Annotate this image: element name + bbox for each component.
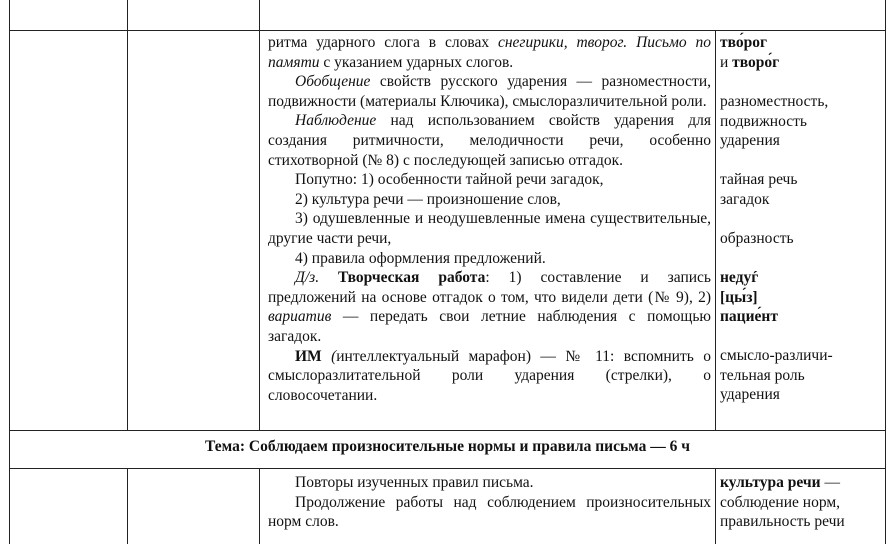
keyword-nedug: недуѓ: [720, 269, 759, 286]
row1-keywords-cell-2: [720, 92, 888, 151]
keyword-tsyz: [цы́з]: [720, 288, 758, 306]
row1-paragraph-4: Попутно: 1) особенности тайной речи загадок,: [295, 171, 604, 189]
text-fragment: ритма ударного слога в словах: [268, 34, 498, 51]
text-fragment: свойств русского ударения — разноместности, подвижности (материалы Ключика), смыслоразличительной роли.: [268, 73, 711, 110]
row1-keywords-cell: [720, 33, 888, 72]
text-italic: Наблюдение: [295, 112, 377, 130]
text-fragment: с указанием ударных слогов.: [319, 53, 514, 71]
keyword-line: тайная речь: [720, 171, 798, 188]
row3-paragraph-2: Продолжение работы над соблюдением произносительных норм слов.: [268, 493, 711, 531]
text-fragment: интеллектуальный марафон) — № 11: вспомнить о смыслоразлитательной роли ударения (стрелки), о словосочетании.: [268, 347, 711, 404]
text-fragment: —: [820, 474, 840, 491]
column-divider-1-lower: [127, 468, 128, 544]
keyword-line: разноместность,: [720, 93, 829, 110]
text-fragment: и: [720, 53, 733, 71]
row1-keywords-cell-6: [720, 346, 888, 405]
row3-paragraph-1: Повторы изученных правил письма.: [295, 474, 534, 491]
table-left-border: [9, 0, 10, 544]
column-divider-3: [715, 30, 716, 430]
row-divider-topic-top: [9, 430, 886, 431]
text-fragment: над использованием свойств ударения для создания ритмичности, мелодичности речи, особенно стихотворной (№ 8) с последующей записью отгадок.: [268, 112, 711, 169]
keyword-patsient: пацие́нт: [720, 308, 778, 326]
row1-paragraph-5: 2) культура речи — произношение слов,: [295, 190, 561, 208]
keyword-line: ударения: [720, 132, 780, 150]
row1-paragraph-7: 4) правила оформления предложений.: [295, 249, 546, 267]
text-fragment: — передать свои летние наблюдения с помощью загадок.: [268, 308, 711, 345]
text-bold: Творческая работа: [319, 269, 486, 287]
text-bold: ИМ: [295, 347, 322, 365]
column-divider-2: [259, 0, 260, 430]
text-italic: снегирики, творог. Письмо: [497, 34, 687, 51]
row1-paragraph-1: [268, 33, 711, 72]
row1-keywords-cell-5: [720, 268, 888, 327]
row3-main-cell: [268, 473, 711, 532]
column-divider-3-lower: [715, 468, 716, 544]
keyword-line: подвижность: [720, 112, 807, 130]
text-italic: по памяти: [268, 34, 711, 71]
keyword-line: образность: [720, 230, 794, 247]
keyword-line: смысло-различи-: [720, 347, 833, 364]
row1-keywords-cell-3: [720, 170, 888, 209]
row1-paragraph-6: 3) одушевленные и неодушевленные имена существительные, другие части речи,: [268, 210, 711, 247]
row1-main-cell: [268, 33, 711, 405]
keyword-line: соблюдение норм,: [720, 493, 841, 511]
keyword-line: ударения: [720, 386, 780, 404]
keyword-line: правильность речи: [720, 513, 845, 531]
text-italic: Д/з.: [295, 269, 320, 287]
keyword-tvorog-2: [720, 53, 888, 73]
text-bold: культура речи: [720, 474, 821, 491]
text-fragment: : 1) составление и запись предложений на основе отгадок о том, что видели дети (№ 9), 2): [268, 269, 711, 306]
row1-paragraph-8: [268, 268, 711, 346]
row-divider-topic-bottom: [9, 468, 886, 469]
keyword-culture: [720, 473, 888, 493]
topic-heading: Тема: Соблюдаем произносительные нормы и правила письма — 6 ч: [205, 438, 690, 455]
column-divider-2-lower: [259, 468, 260, 544]
column-divider-1: [127, 0, 128, 430]
text-italic: (: [321, 347, 337, 365]
row-divider-top: [9, 30, 886, 31]
text-italic: Обобщение: [295, 73, 371, 91]
row3-keywords-cell: [720, 473, 888, 532]
keyword-tvorog-1: тво́рог: [720, 34, 768, 51]
row1-keywords-cell-4: [720, 229, 888, 249]
keyword-line: тельная роль: [720, 366, 805, 384]
row1-paragraph-9: [268, 347, 711, 406]
row1-paragraph-2: [268, 72, 711, 111]
keyword-line: загадок: [720, 190, 770, 208]
row1-paragraph-3: [268, 111, 711, 170]
text-italic: вариатив: [268, 308, 332, 326]
text-bold: творо́г: [732, 53, 780, 71]
